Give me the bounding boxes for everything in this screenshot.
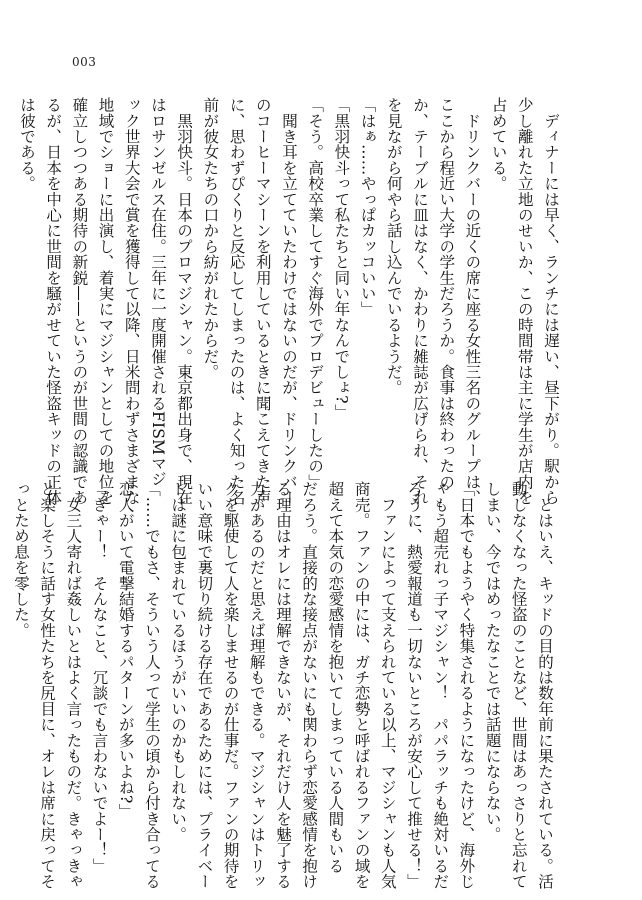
text-line: を見ながら何やら話し込んでいるようだ。 xyxy=(384,97,403,396)
text-line: いい意味で裏切り続ける存在であるためには、プライベー xyxy=(195,481,214,890)
text-line: ろうに、熱愛報道も一切ないところが安心して推せる！」 xyxy=(404,481,423,890)
text-line: 超えて本気の恋愛感情を抱いてしまっている人間もいる xyxy=(326,481,345,874)
text-line: る理由はオレには理解できないが、それだけ人を魅了する xyxy=(273,481,292,890)
text-line: 動しなくなった怪盗のことなど、世間はあっさりと忘れて xyxy=(509,481,528,890)
upper-text-block xyxy=(14,97,564,506)
text-line: 「黒羽快斗って私たちと同い年なんでしょ?」 xyxy=(332,97,351,420)
text-line: 「そう。高校卒業してすぐ海外でプロデビューしたの」 xyxy=(306,97,325,490)
text-line: に、思わずぴくりと反応してしまったのは、よく知った名 xyxy=(227,97,246,506)
text-line: しまい、今ではめったなことでは話題にならない。 xyxy=(483,481,502,843)
text-line: クを駆使して人を楽しませるのが仕事だ。ファンの期待を xyxy=(221,481,240,890)
text-line: 「はぁ……やっぱカッコいい」 xyxy=(358,97,377,317)
text-line: るが、日本を中心に世間を騒がせていた怪盗キッドの正体 xyxy=(44,97,63,506)
text-line: 「……でもさ、そういう人って学生の頃から付き合ってる xyxy=(142,481,161,890)
page-number: 003 xyxy=(72,55,97,69)
text-line: 「ぎゃー！ そんなこと、冗談でも言わないでよー！」 xyxy=(90,481,109,874)
text-line: のコーヒーマシーンを利用しているときに聞こえてきた声 xyxy=(253,97,272,506)
text-line: ファンによって支えられている以上、マジシャンも人気 xyxy=(378,481,397,890)
lower-text-block xyxy=(8,481,558,890)
text-line: 聞き耳を立てていたわけではないのだが、ドリンクバー xyxy=(279,97,298,506)
text-line: と楽しそうに話す女性たちを尻目に、オレは席に戻ってそ xyxy=(38,481,57,890)
text-line: 商売。ファンの中には、ガチ恋勢と呼ばれるファンの域を xyxy=(352,481,371,890)
text-line: ゃもう超売れっ子マジシャン！ パパラッチも絶対いるだ xyxy=(431,481,450,890)
text-line: だろう。直接的な接点がないにも関わらず恋愛感情を抱け xyxy=(300,481,319,890)
text-line: ック世界大会で賞を獲得して以降、日米問わずさまざまな xyxy=(122,97,141,506)
text-line: ディナーには早く、ランチには遅い、昼下がり。駅から xyxy=(542,97,560,506)
text-line: トは謎に包まれているほうがいいのかもしれない。 xyxy=(169,481,188,843)
text-line: 女三人寄れば姦しいとはよく言ったものだ。きゃっきゃ xyxy=(64,481,83,890)
text-line: 確立しつつある期待の新鋭——というのが世間の認識であ xyxy=(70,97,89,506)
text-line: 力があるのだと思えば理解もできる。マジシャンはトリッ xyxy=(247,481,266,890)
text-line: 少し離れた立地のせいか、この時間帯は主に学生が店内を xyxy=(515,97,534,506)
text-line: ここから程近い大学の学生だろうか。食事は終わったの xyxy=(437,97,456,490)
text-line: とはいえ、キッドの目的は数年前に果たされている。活 xyxy=(536,481,554,890)
text-line: っとため息を零した。 xyxy=(11,481,30,638)
text-line: 占めている。 xyxy=(489,97,508,192)
text-line: はロサンゼルス在住。三年に一度開催されるFISMマジ xyxy=(148,97,167,487)
text-line: 黒羽快斗。日本のプロマジシャン。東京都出身で、現在 xyxy=(175,97,194,506)
text-line: か、テーブルに皿はなく、かわりに雑誌が広げられ、それ xyxy=(410,97,429,506)
text-line: 恋人がいて電撃結婚するパターンが多いよね?」 xyxy=(116,481,135,820)
text-line: ドリンクバーの近くの席に座る女性三名のグループは、 xyxy=(463,97,482,506)
text-line: は彼である。 xyxy=(17,97,36,192)
text-line: 前が彼女たちの口から紡がれたからだ。 xyxy=(201,97,220,380)
text-line: 地域でショーに出演し、着実にマジシャンとしての地位を xyxy=(96,97,115,506)
text-line: 「日本でもようやく特集されるようになったけど、海外じ xyxy=(457,481,476,890)
